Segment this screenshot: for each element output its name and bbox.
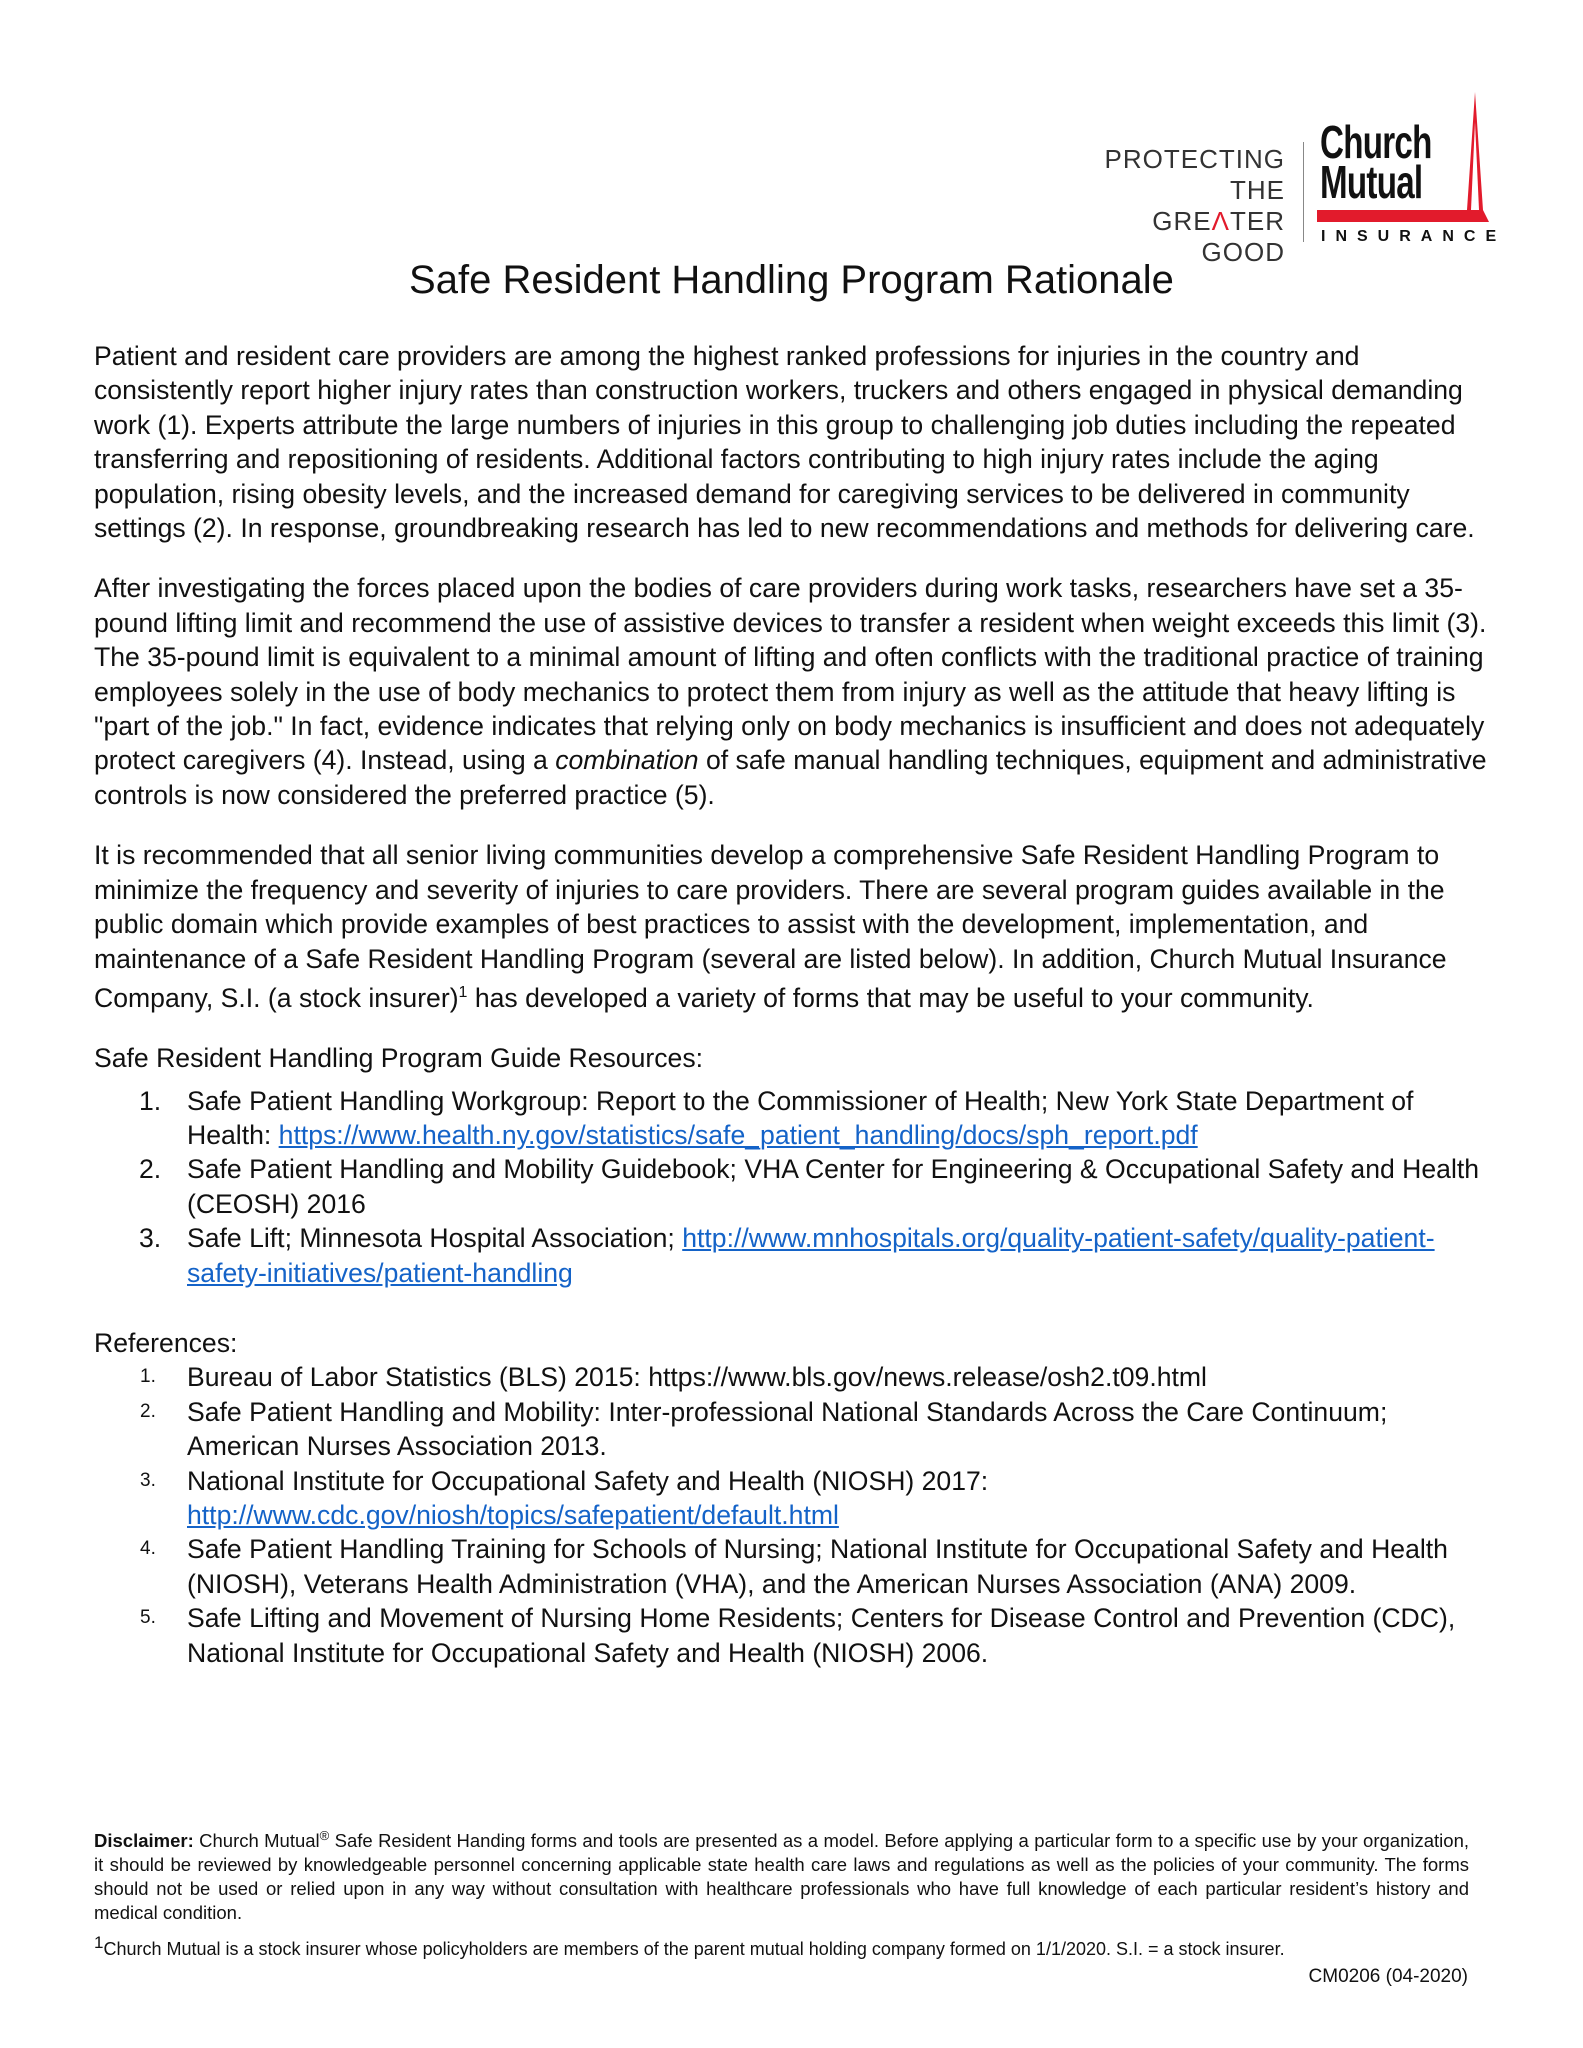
list-text: Safe Patient Handling Training for Schools of Nursing; National Institute for Occupational Safety and Health (NIOSH), Veterans Health Administration (VHA), and the American Nurses Association (ANA) 2009. <box>187 1534 1448 1599</box>
list-number: 4. <box>140 1538 156 1560</box>
list-number: 3. <box>140 1469 156 1491</box>
paragraph-1: Patient and resident care providers are among the highest ranked professions for injuries in the country and consistently report higher injury rates than construction workers, truckers and others engaged in physical demanding work (1). Experts attribute the large numbers of injuries in this group to challenging job duties including the repeated transferring and repositioning of residents. Additional factors contributing to high injury rates include the aging population, rising obesity levels, and the increased demand for caregiving services to be delivered in community settings (2). In response, groundbreaking research has led to new recommendations and methods for delivering care. <box>94 341 1475 544</box>
logo-divider <box>1303 142 1304 242</box>
list-text: Safe Lifting and Movement of Nursing Home Residents; Centers for Disease Control and Prevention (CDC), National Institute for Occupational Safety and Health (NIOSH) 2006. <box>187 1603 1456 1668</box>
list-number: 5. <box>140 1607 156 1629</box>
list-text: Safe Lift; Minnesota Hospital Association; <box>187 1223 683 1254</box>
list-number: 2. <box>139 1154 162 1185</box>
document-body <box>94 339 1494 1670</box>
resource-item <box>94 1221 1494 1290</box>
list-text: Safe Patient Handling and Mobility: Inter-professional National Standards Across the Care Continuum; American Nurses Association 2013. <box>187 1396 1388 1462</box>
logo-insurance: INSURANCE <box>1321 228 1507 245</box>
references-heading: References: <box>94 1328 238 1359</box>
resource-link[interactable]: http://www.cdc.gov/niosh/topics/safepatient/default.html <box>187 1500 839 1531</box>
list-number: 3. <box>139 1223 162 1254</box>
paragraph-3: It is recommended that all senior living communities develop a comprehensive Safe Resident Handling Program to minimize the frequency and severity of injuries to care providers. There are several program guides available in the public domain which provide examples of best practices to assist with the development, implementation, and maintenance of a Safe Resident Handling Program (several are listed below). In addition, Church Mutual Insurance Company, S.I. (a stock insurer)$^1$ has developed a variety of forms that may be useful to your community. <box>94 840 1447 1013</box>
resource-link[interactable]: https://www.health.ny.gov/statistics/safe_patient_handling/docs/sph_report.pdf <box>278 1119 1198 1150</box>
form-code: CM0206 (04-2020) <box>1308 1966 1468 1987</box>
list-number: 2. <box>140 1400 156 1422</box>
tagline-line-2: THE GREΛTER <box>1152 175 1285 236</box>
logo-brand: Church Mutual <box>1320 116 1432 208</box>
list-number: 1. <box>139 1085 162 1116</box>
logo-tagline <box>1105 144 1285 268</box>
reference-item <box>94 1360 1494 1394</box>
references-list <box>94 1360 1494 1670</box>
reference-item <box>94 1532 1494 1601</box>
tagline-line-1: PROTECTING <box>1104 144 1285 174</box>
church-mutual-logo <box>1104 92 1507 267</box>
list-text: National Institute for Occupational Safety and Health (NIOSH) 2017: <box>187 1465 989 1496</box>
resource-link[interactable]: http://www.mnhospitals.org/quality-patient-safety/quality-patient-safety-initiatives/patient-handling <box>187 1223 1435 1288</box>
resource-item <box>94 1084 1494 1153</box>
footnote: $^1$Church Mutual is a stock insurer whose policyholders are members of the parent mutual holding company formed on 1/1/2020. S.I. = a stock insurer. <box>94 1933 1285 1959</box>
reference-item <box>94 1464 1494 1533</box>
tagline-line-3: GOOD <box>1201 237 1285 267</box>
resources-heading: Safe Resident Handling Program Guide Resources: <box>94 1043 704 1074</box>
resource-item <box>94 1152 1494 1221</box>
paragraph-2: After investigating the forces placed upon the bodies of care providers during work tasks, researchers have set a 35-pound lifting limit and recommend the use of assistive devices to transfer a resident when weight exceeds this limit (3). The 35-pound limit is equivalent to a minimal amount of lifting and often conflicts with the traditional practice of training employees solely in the use of body mechanics to protect them from injury as well as the attitude that heavy lifting is "part of the job." In fact, evidence indicates that relying only on body mechanics is insufficient and does not adequately protect caregivers (4). Instead, using a combination of safe manual handling techniques, equipment and administrative controls is now considered the preferred practice (5). <box>94 573 1487 810</box>
list-number: 1. <box>140 1366 156 1388</box>
resources-list <box>94 1084 1494 1290</box>
list-text: Safe Patient Handling and Mobility Guidebook; VHA Center for Engineering & Occupational Safety and Health (CEOSH) 2016 <box>187 1154 1480 1219</box>
page-title: Safe Resident Handling Program Rationale <box>409 258 1174 302</box>
reference-item <box>94 1395 1494 1464</box>
reference-item <box>94 1601 1494 1670</box>
disclaimer: Disclaimer: Church Mutual® Safe Resident Handing forms and tools are presented as a model. Before applying a particular form to a specific use by your organization, it should be reviewed by knowledgeable personnel concerning applicable state health care laws and regulations as well as the policies of your community. The forms should not be used or relied upon in any way without consultation with healthcare professionals who have full knowledge of each particular resident’s history and medical condition. <box>94 1828 1469 1924</box>
list-text: Safe Patient Handling Workgroup: Report to the Commissioner of Health; New York State Department of Health: <box>187 1085 1414 1150</box>
list-text: Bureau of Labor Statistics (BLS) 2015: https://www.bls.gov/news.release/osh2.t09.html <box>187 1362 1207 1393</box>
